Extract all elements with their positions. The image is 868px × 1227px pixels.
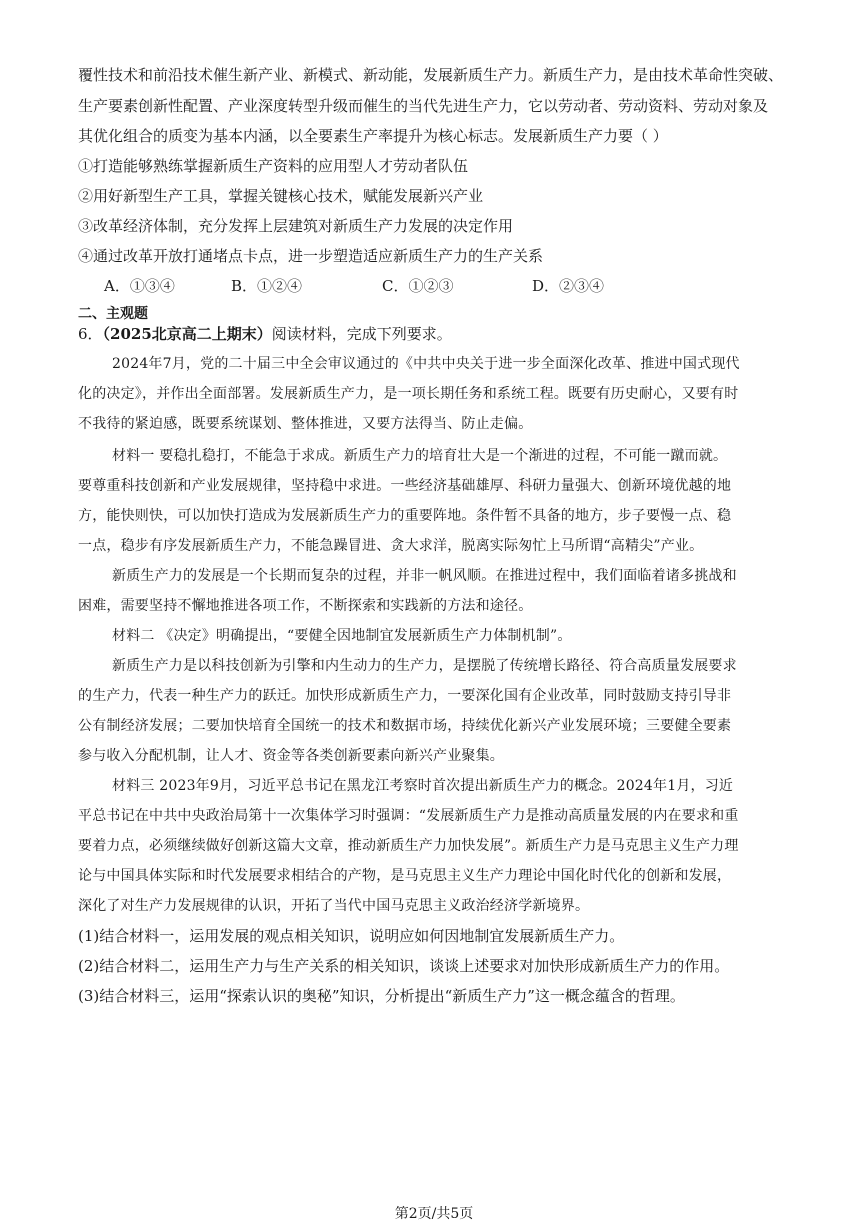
q5-option-d: D．②③④ [532,277,605,295]
q6-header [78,324,452,344]
material3-line-2: 平总书记在中共中央政治局第十一次集体学习时强调：“发展新质生产力是推动高质量发展的内在要求和重 [78,808,739,824]
sub-question-3: (3)结合材料三，运用“探索认识的奥秘”知识，分析提出“新质生产力”这一概念蕴含的哲理。 [78,987,685,1005]
material3-line-4: 论与中国具体实际和时代发展要求相结合的产物，是马克思主义生产力理论中国化时代化的创新和发展， [78,868,732,884]
q5-option-b: B．①②④ [231,277,303,295]
material1-line-6: 困难，需要坚持不懈地推进各项工作，不断探索和实践新的方法和途径。 [78,598,533,614]
q5-stem-line-3: 其优化组合的质变为基本内涵，以全要素生产率提升为核心标志。发展新质生产力要（ ） [78,127,668,145]
q5-option-a: A．①③④ [104,277,175,295]
q6-prompt: 阅读材料，完成下列要求。 [271,325,452,343]
material3-line-5: 深化了对生产力发展规律的认识，开拓了当代中国马克思主义政治经济学新境界。 [78,898,590,914]
q5-statement-4: ④通过改革开放打通堵点卡点，进一步塑造适应新质生产力的生产关系 [78,247,544,265]
page-number: 第2页/共5页 [394,1206,474,1222]
material1-line-3: 方，能快则快，可以加快打造成为发展新质生产力的重要阵地。条件暂不具备的地方，步子要慢一点、稳 [78,508,732,524]
material2-line-4: 公有制经济发展；二要加快培育全国统一的技术和数据市场，持续优化新兴产业发展环境；三要健全要素 [78,718,732,734]
material3-line-1: 材料三 2023年9月，习近平总书记在黑龙江考察时首次提出新质生产力的概念。2024年1月，习近 [112,778,734,794]
material1-line-4: 一点，稳步有序发展新质生产力，不能急躁冒进、贪大求洋，脱离实际匆忙上马所谓“高精尖”产业。 [78,538,704,554]
q6-intro-line-1: 2024年7月，党的二十届三中全会审议通过的《中共中央关于进一步全面深化改革、推进中国式现代 [112,356,740,372]
q6-source: （2025北京高二上期末） [102,325,272,343]
material2-line-5: 参与收入分配机制，让人才、资金等各类创新要素向新兴产业聚集。 [78,748,504,764]
material2-line-3: 的生产力，代表一种生产力的跃迁。加快形成新质生产力，一要深化国有企业改革，同时鼓励支持引导非 [78,688,732,704]
q5-option-c: C．①②③ [382,277,454,295]
section-title: 二、主观题 [78,306,148,322]
q6-intro-line-3: 不我待的紧迫感，既要系统谋划、整体推进，又要方法得当、防止走偏。 [78,416,533,432]
q5-statement-3: ③改革经济体制，充分发挥上层建筑对新质生产力发展的决定作用 [78,217,514,235]
q6-intro-line-2: 化的决定》，并作出全面部署。发展新质生产力，是一项长期任务和系统工程。既要有历史耐心，又要有时 [78,386,739,402]
q5-stem-line-2: 生产要素创新性配置、产业深度转型升级而催生的当代先进生产力，它以劳动者、劳动资料、劳动对象及 [78,97,769,115]
sub-question-1: (1)结合材料一，运用发展的观点相关知识，说明应如何因地制宜发展新质生产力。 [78,927,625,945]
q5-stem-line-1: 覆性技术和前沿技术催生新产业、新模式、新动能，发展新质生产力。新质生产力，是由技术革命性突破、 [78,66,784,84]
material1-line-2: 要尊重科技创新和产业发展规律，坚持稳中求进。一些经济基础雄厚、科研力量强大、创新环境优越的地 [78,478,732,494]
material2-line-2: 新质生产力是以科技创新为引擎和内生动力的生产力，是摆脱了传统增长路径、符合高质量发展要求 [112,658,737,674]
q5-statement-1: ①打造能够熟练掌握新质生产资料的应用型人才劳动者队伍 [78,157,469,175]
material1-line-1: 材料一 要稳扎稳打，不能急于求成。新质生产力的培育壮大是一个渐进的过程，不可能一蹴而就。 [112,448,728,464]
q6-number: 6． [78,325,103,343]
sub-question-2: (2)结合材料二，运用生产力与生产关系的相关知识，谈谈上述要求对加快形成新质生产力的作用。 [78,957,730,975]
material3-line-3: 要着力点，必须继续做好创新这篇大文章，推动新质生产力加快发展”。新质生产力是马克思主义生产力理 [78,838,739,854]
material1-line-5: 新质生产力的发展是一个长期而复杂的过程，并非一帆风顺。在推进过程中，我们面临着诸多挑战和 [112,568,737,584]
material2-line-1: 材料二 《决定》明确提出，“要健全因地制宜发展新质生产力体制机制”。 [112,628,572,644]
q5-statement-2: ②用好新型生产工具，掌握关键核心技术，赋能发展新兴产业 [78,187,484,205]
